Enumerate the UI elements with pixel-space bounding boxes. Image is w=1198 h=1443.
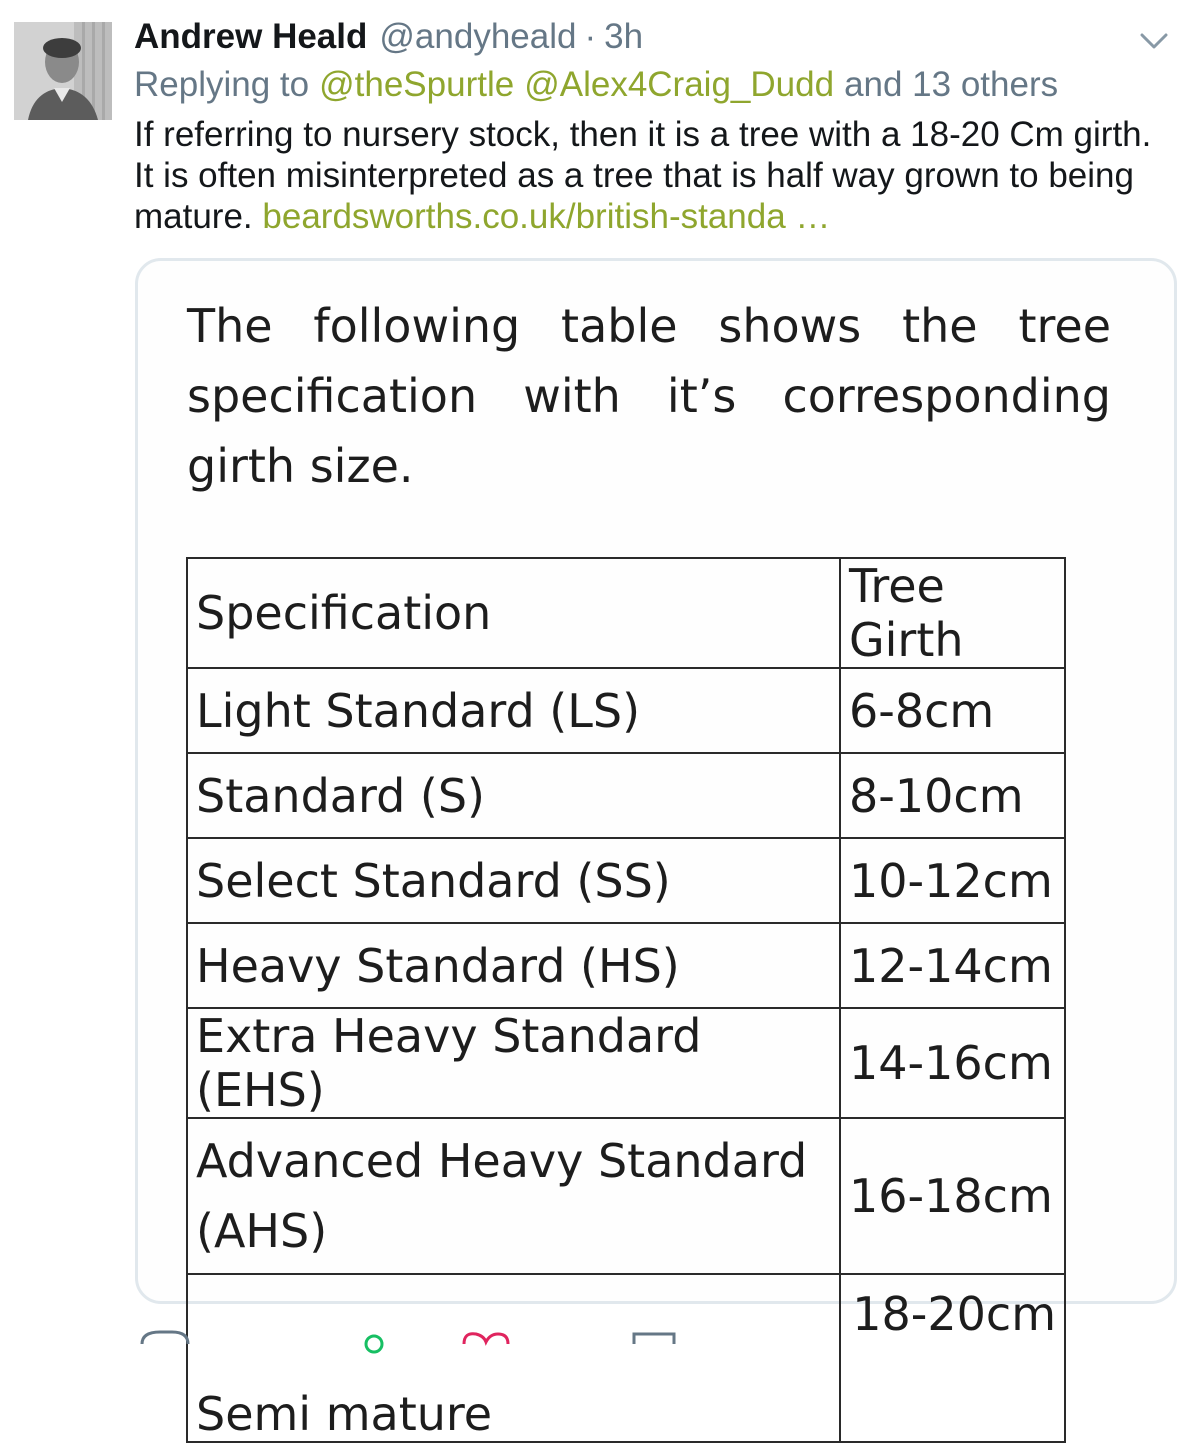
author-handle[interactable]: @andyheald xyxy=(379,17,577,56)
table-cell: Extra Heavy Standard (EHS) xyxy=(187,1008,840,1118)
table-cell: Light Standard (LS) xyxy=(187,668,840,753)
table-cell: 14-16cm xyxy=(840,1008,1065,1118)
table-cell: Standard (S) xyxy=(187,753,840,838)
table-row xyxy=(187,1008,1065,1118)
share-icon[interactable] xyxy=(634,1334,674,1344)
replying-to xyxy=(134,62,1058,108)
table-row xyxy=(187,838,1065,923)
table-row xyxy=(187,753,1065,838)
table-header-row xyxy=(187,558,1065,668)
tweet-header xyxy=(134,14,643,60)
table-row xyxy=(187,1274,1065,1442)
like-icon[interactable] xyxy=(464,1334,508,1344)
table-row xyxy=(187,1118,1065,1274)
tweet-text xyxy=(134,114,1174,237)
girth-table xyxy=(186,557,1066,1443)
replying-others[interactable]: and 13 others xyxy=(844,65,1059,104)
avatar[interactable] xyxy=(14,22,112,120)
dot-separator: · xyxy=(584,17,597,56)
table-cell: 6-8cm xyxy=(840,668,1065,753)
tweet-actions xyxy=(134,1326,1134,1344)
chevron-down-icon[interactable] xyxy=(1136,26,1172,56)
table-cell: 16-18cm xyxy=(840,1118,1065,1274)
mention-link[interactable]: @Alex4Craig_Dudd xyxy=(524,65,835,104)
table-header: Specification xyxy=(187,558,840,668)
tweet-image[interactable] xyxy=(135,258,1177,1441)
table-cell: Advanced Heavy Standard (AHS) xyxy=(187,1118,840,1274)
reply-icon[interactable] xyxy=(142,1332,188,1344)
image-intro-text: The following table shows the tree specification with it’s corresponding girth size. xyxy=(187,299,1111,493)
mention-link[interactable]: @theSpurtle xyxy=(319,65,515,104)
tweet-link[interactable]: beardsworths.co.uk/british-standa … xyxy=(262,197,831,236)
timestamp[interactable]: 3h xyxy=(604,17,644,56)
table-cell: 8-10cm xyxy=(840,753,1065,838)
author-name[interactable]: Andrew Heald xyxy=(134,17,368,56)
table-row xyxy=(187,668,1065,753)
tweet-body: If referring to nursery stock, then it is a tree with a 18-20 Cm girth. It is often misinterpreted as a tree that is half way grown to being mature. xyxy=(134,115,1152,236)
table-header: Tree Girth xyxy=(840,558,1065,668)
table-cell: 12-14cm xyxy=(840,923,1065,1008)
table-cell: 18-20cm xyxy=(840,1274,1065,1442)
table-row xyxy=(187,923,1065,1008)
table-cell: Semi mature xyxy=(187,1274,840,1442)
replying-prefix: Replying to xyxy=(134,65,310,104)
table-cell: Select Standard (SS) xyxy=(187,838,840,923)
table-cell: Heavy Standard (HS) xyxy=(187,923,840,1008)
table-cell: 10-12cm xyxy=(840,838,1065,923)
